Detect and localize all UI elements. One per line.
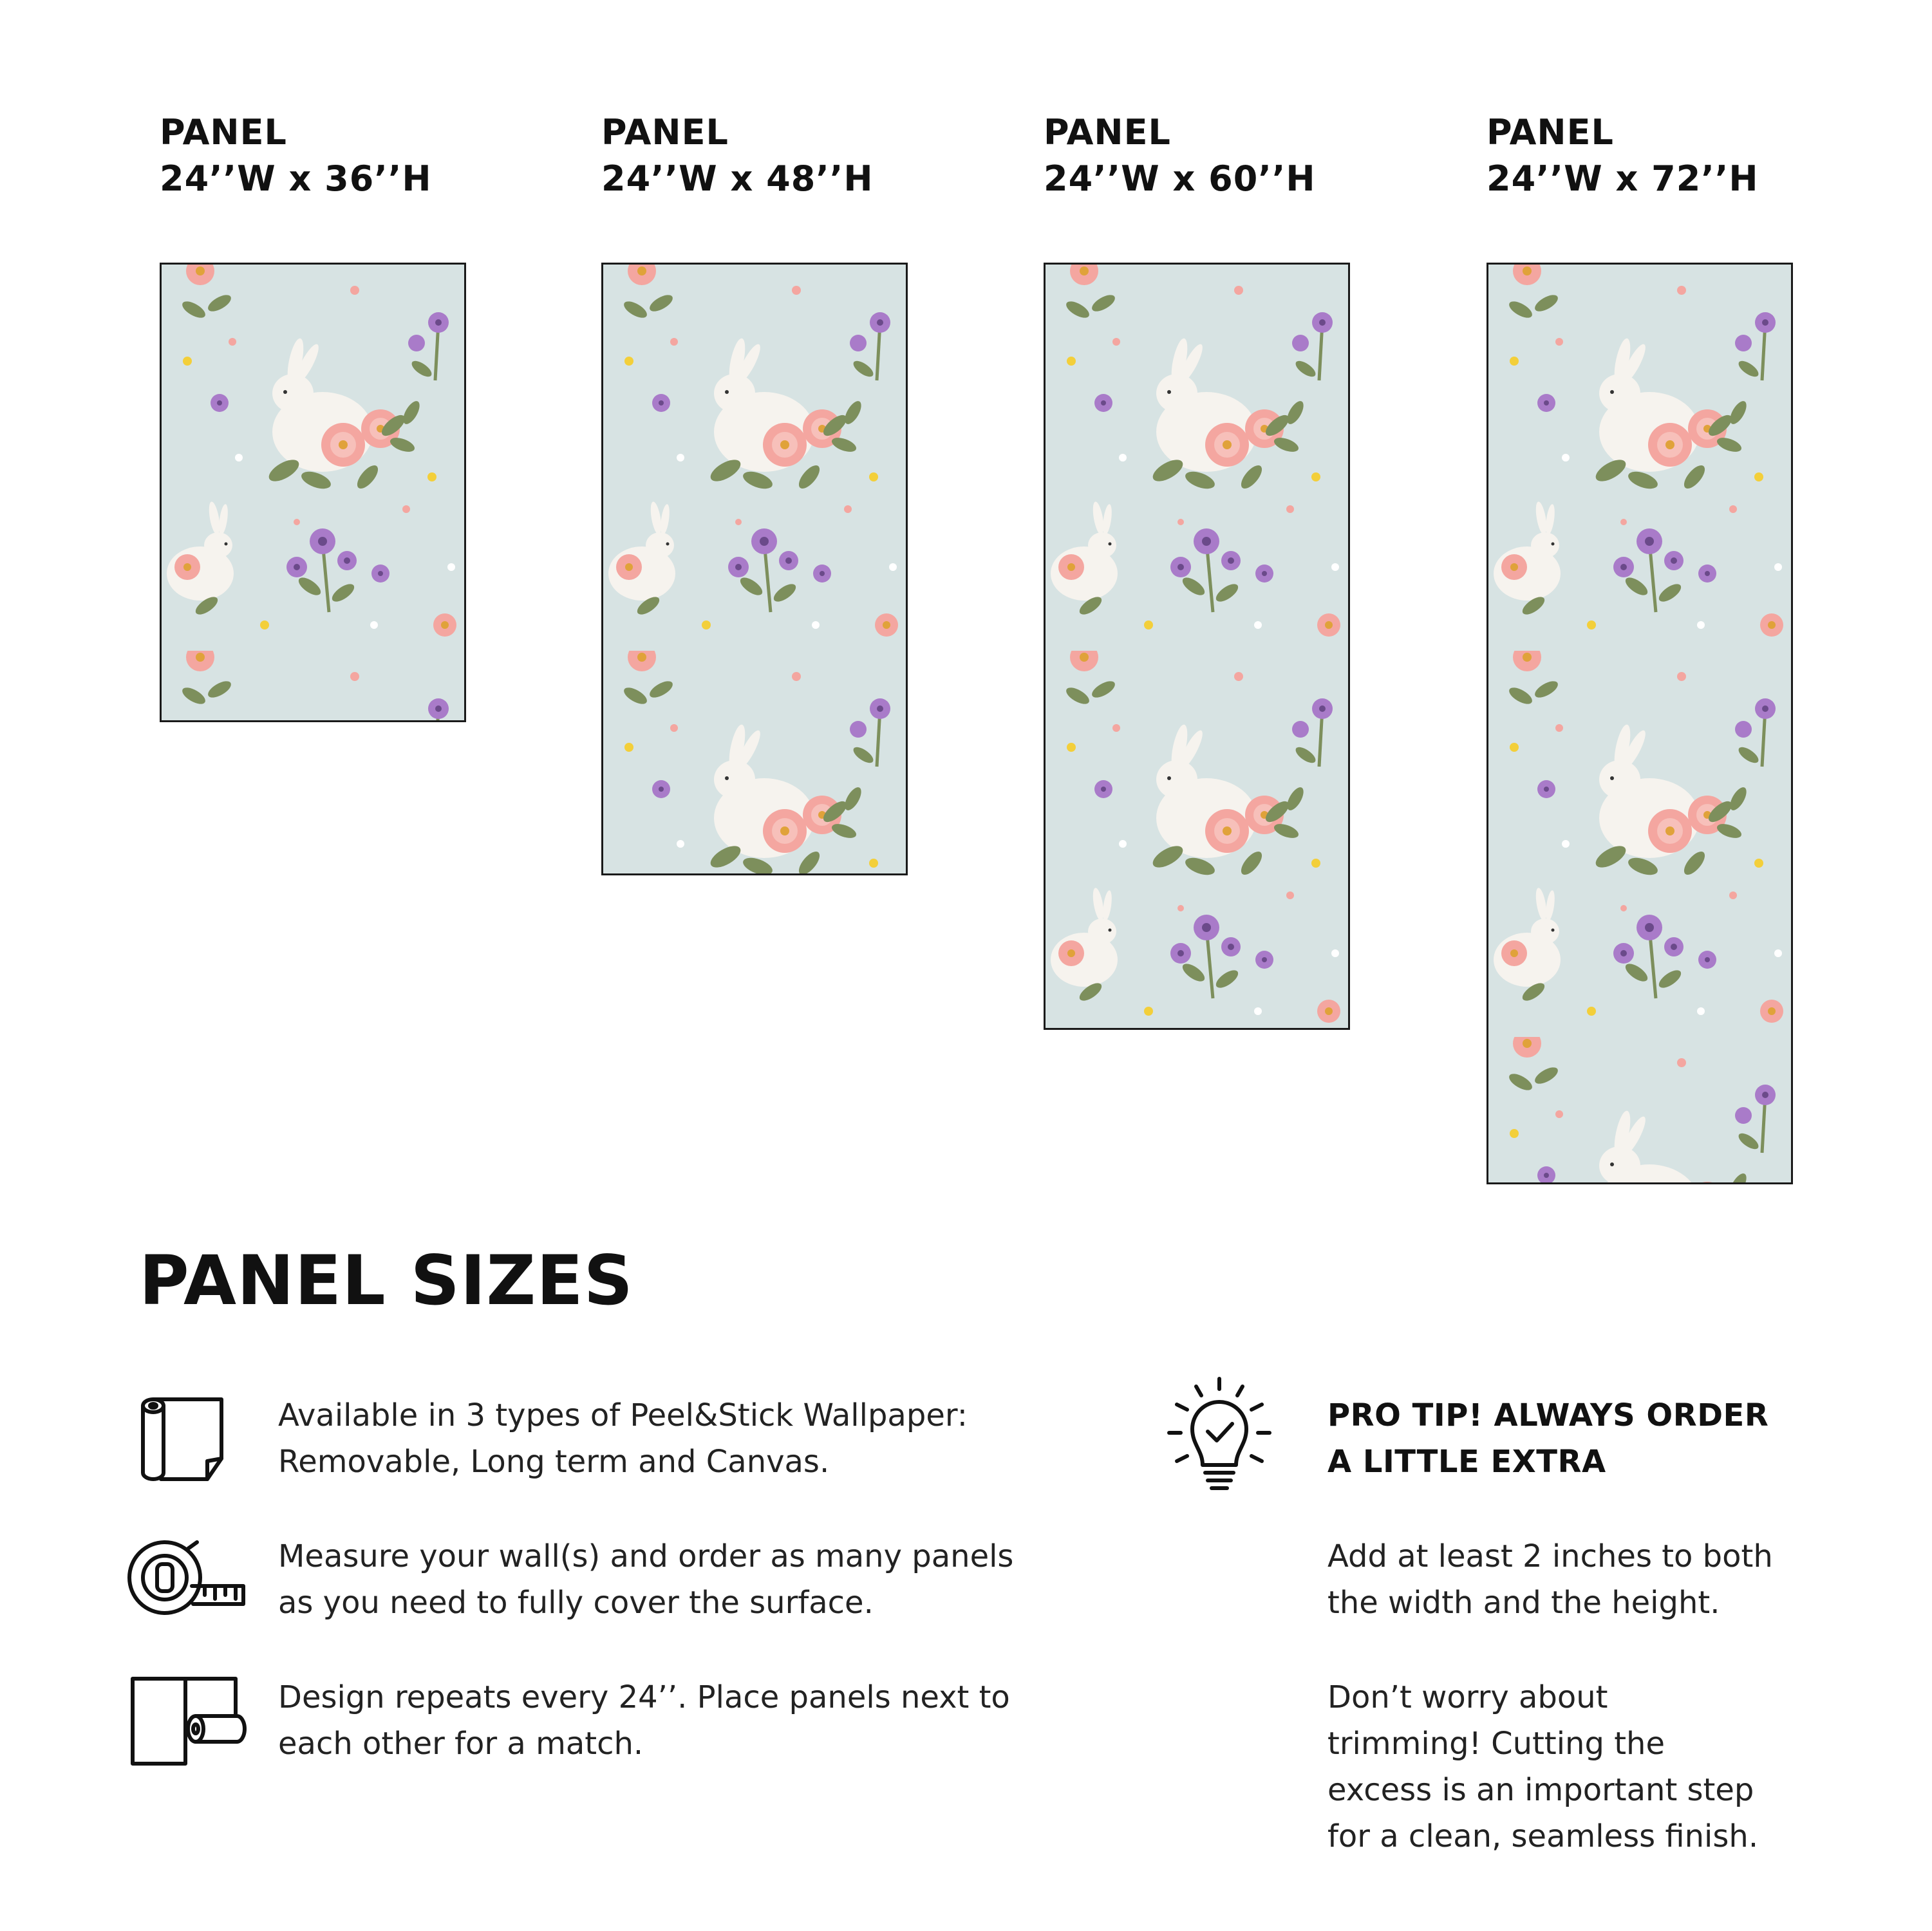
panel-36-label-line2: 24’’W x 36’’H	[160, 158, 432, 199]
bunny-floral-pattern	[162, 265, 464, 720]
panel-72-pattern	[1487, 263, 1793, 1184]
feature-repeat-line2: each other for a match.	[278, 1726, 644, 1762]
pro-tip-p2-line3: excess is an important step	[1327, 1772, 1754, 1808]
panel-36	[160, 109, 494, 727]
panel-roll-icon	[130, 1676, 249, 1766]
feature-types-line1: Available in 3 types of Peel&Stick Wallpaper:	[278, 1397, 968, 1433]
wallpaper-roll-icon	[135, 1394, 225, 1484]
panel-48-label-line2: 24’’W x 48’’H	[601, 158, 874, 199]
panel-72	[1487, 109, 1821, 1191]
pro-tip-p2-line2: trimming! Cutting the	[1327, 1726, 1665, 1762]
panel-60-pattern	[1044, 263, 1350, 1030]
feature-text-types	[278, 1392, 968, 1485]
panel-48-label	[601, 109, 874, 202]
panel-60-label-line2: 24’’W x 60’’H	[1044, 158, 1316, 199]
feature-text-repeat	[278, 1674, 1010, 1767]
panel-60-label-line1: PANEL	[1044, 112, 1171, 153]
pro-tip-paragraph-1	[1327, 1533, 1773, 1626]
feature-measure-line1: Measure your wall(s) and order as many panels	[278, 1538, 1014, 1574]
feature-text-measure	[278, 1533, 1013, 1626]
panel-60-label	[1044, 109, 1316, 202]
pro-tip-heading	[1327, 1392, 1768, 1485]
pro-tip-paragraph-2	[1327, 1674, 1758, 1860]
panel-36-label-line1: PANEL	[160, 112, 287, 153]
pro-tip-p1-line1: Add at least 2 inches to both	[1327, 1538, 1773, 1574]
feature-repeat-line1: Design repeats every 24’’. Place panels next to	[278, 1679, 1010, 1715]
panel-48	[601, 109, 936, 882]
pro-tip-heading-line1: PRO TIP! ALWAYS ORDER	[1327, 1397, 1769, 1433]
pro-tip-heading-line2: A LITTLE EXTRA	[1327, 1444, 1606, 1480]
panel-72-label-line2: 24’’W x 72’’H	[1487, 158, 1759, 199]
panel-36-label	[160, 109, 432, 202]
pro-tip-p2-line4: for a clean, seamless finish.	[1327, 1818, 1759, 1854]
panel-72-label	[1487, 109, 1759, 202]
tape-measure-icon	[126, 1536, 246, 1619]
panel-48-label-line1: PANEL	[601, 112, 729, 153]
panel-72-label-line1: PANEL	[1487, 112, 1614, 153]
bunny-floral-pattern	[603, 265, 906, 873]
panel-36-pattern	[160, 263, 466, 722]
bunny-floral-pattern	[1488, 265, 1791, 1182]
feature-types-line2: Removable, Long term and Canvas.	[278, 1444, 830, 1480]
panel-60	[1044, 109, 1378, 1036]
pro-tip-p2-line1: Don’t worry about	[1327, 1679, 1608, 1715]
feature-measure-line2: as you need to fully cover the surface.	[278, 1585, 874, 1621]
pro-tip-p1-line2: the width and the height.	[1327, 1585, 1720, 1621]
section-title: PANEL SIZES	[139, 1241, 633, 1320]
panel-48-pattern	[601, 263, 908, 875]
bunny-floral-pattern	[1046, 265, 1348, 1028]
lightbulb-check-icon	[1164, 1375, 1275, 1493]
